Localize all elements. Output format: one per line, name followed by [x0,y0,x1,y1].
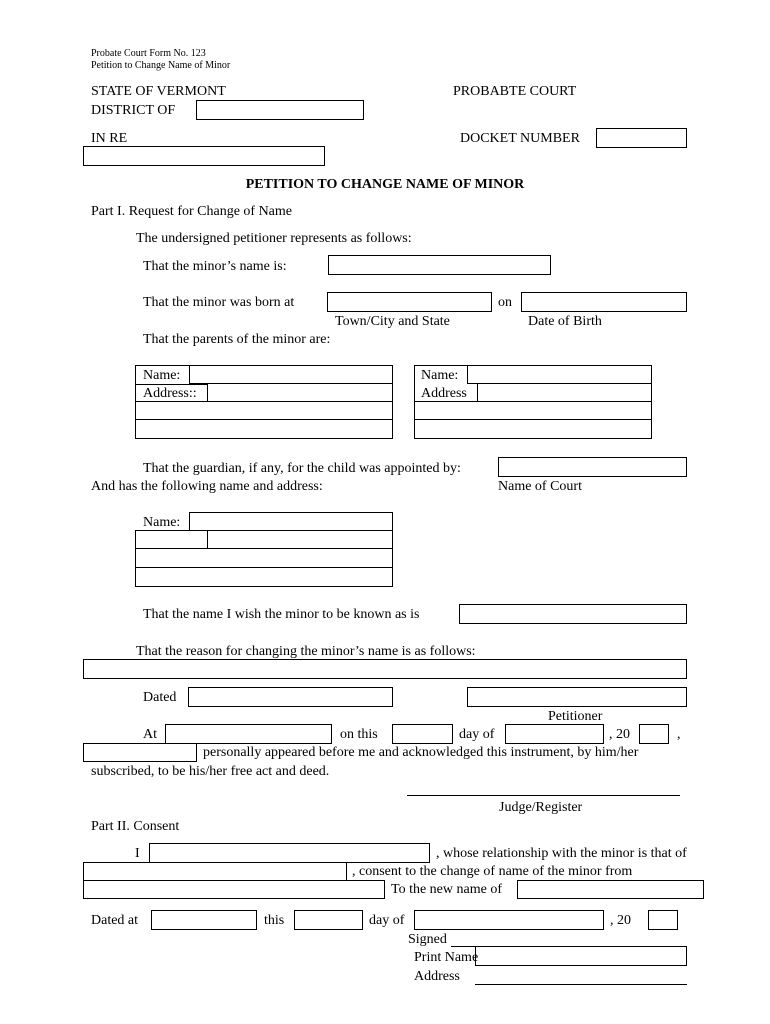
guardian-address-label: And has the following name and address: [91,479,323,494]
district-input[interactable] [196,100,364,120]
parent2-address-label: Address [421,386,467,401]
dated-at-label: Dated at [91,913,139,928]
on-label: on [498,295,512,310]
consent-text: , consent to the change of name of the minor from [352,864,633,879]
in-re-input[interactable] [83,146,325,166]
subscribed-text: subscribed, to be his/her free act and deed. [91,764,330,779]
consent-day-input[interactable] [294,910,363,930]
old-name-input[interactable] [83,880,385,899]
parent2-address-line2[interactable] [414,401,652,420]
birth-date-input[interactable] [521,292,687,312]
appeared-text: personally appeared before me and acknowledged this instrument, by him/her [203,745,639,760]
print-name-label: Print Name [414,950,479,965]
born-at-label: That the minor was born at [143,295,295,310]
address-label: Address [414,969,460,984]
judge-signature-line[interactable] [407,795,680,796]
comma-label: , [677,727,681,742]
petitioner-caption: Petitioner [548,709,603,724]
guardian-address-input[interactable] [207,530,393,549]
minor-name-input[interactable] [328,255,551,275]
relationship-input[interactable] [83,862,347,881]
on-this-label: on this [340,727,378,742]
day-of-label: day of [459,727,495,742]
consent-year-prefix: , 20 [610,913,631,928]
guardian-label: That the guardian, if any, for the child was appointed by: [143,461,461,476]
form-subtitle: Petition to Change Name of Minor [91,60,231,71]
ack-year-input[interactable] [639,724,669,744]
address-line[interactable] [475,984,687,985]
this-label: this [264,913,285,928]
part1-heading: Part I. Request for Change of Name [91,204,292,219]
guardian-name-label: Name: [143,515,181,530]
print-name-input[interactable] [475,946,687,966]
part1-intro: The undersigned petitioner represents as follows: [136,231,412,246]
consent-name-input[interactable] [149,843,430,863]
reason-input[interactable] [83,659,687,679]
consent-month-input[interactable] [414,910,604,930]
signed-label: Signed [408,932,447,947]
dated-label: Dated [143,690,177,705]
part2-heading: Part II. Consent [91,819,180,834]
parent1-name-input[interactable] [189,365,393,384]
relationship-text: , whose relationship with the minor is that of [436,846,687,861]
parent1-address-line2[interactable] [135,401,393,420]
ack-place-input[interactable] [165,724,332,744]
court-label: PROBABTE COURT [453,84,577,99]
guardian-address-line3[interactable] [135,567,393,587]
appeared-name-input[interactable] [83,743,197,762]
minor-name-label: That the minor’s name is: [143,259,287,274]
at-label: At [143,727,157,742]
dob-caption: Date of Birth [528,314,602,329]
ack-day-input[interactable] [392,724,453,744]
new-name-input[interactable] [459,604,687,624]
consent-day-of-label: day of [369,913,405,928]
parent1-address-label: Address:: [143,386,197,401]
petitioner-signature-input[interactable] [467,687,687,707]
guardian-address-line2[interactable] [135,548,393,568]
guardian-court-input[interactable] [498,457,687,477]
in-re-label: IN RE [91,131,128,146]
new-name-text: To the new name of [391,882,502,897]
state-label: STATE OF VERMONT [91,84,226,99]
reason-label: That the reason for changing the minor’s name is as follows: [136,644,476,659]
district-label: DISTRICT OF [91,103,176,118]
ack-month-input[interactable] [505,724,604,744]
consent-new-name-input[interactable] [517,880,704,899]
parent1-address-input[interactable] [207,383,393,402]
page-title: PETITION TO CHANGE NAME OF MINOR [245,177,525,192]
judge-caption: Judge/Register [499,800,583,815]
birthplace-input[interactable] [327,292,492,312]
consent-place-input[interactable] [151,910,257,930]
parent2-name-input[interactable] [467,365,652,384]
guardian-name-input[interactable] [189,512,393,531]
year-prefix-label: , 20 [609,727,630,742]
parent2-name-label: Name: [421,368,459,383]
court-caption: Name of Court [498,479,582,494]
docket-label: DOCKET NUMBER [460,131,580,146]
new-name-label: That the name I wish the minor to be known as is [143,607,420,622]
parent2-address-line3[interactable] [414,419,652,439]
parents-label: That the parents of the minor are: [143,332,331,347]
parent1-name-label: Name: [143,368,181,383]
consent-year-input[interactable] [648,910,678,930]
town-caption: Town/City and State [335,314,450,329]
form-number: Probate Court Form No. 123 [91,48,206,59]
i-label: I [135,846,140,861]
parent2-address-input[interactable] [477,383,652,402]
parent1-address-line3[interactable] [135,419,393,439]
dated-input[interactable] [188,687,393,707]
docket-input[interactable] [596,128,687,148]
